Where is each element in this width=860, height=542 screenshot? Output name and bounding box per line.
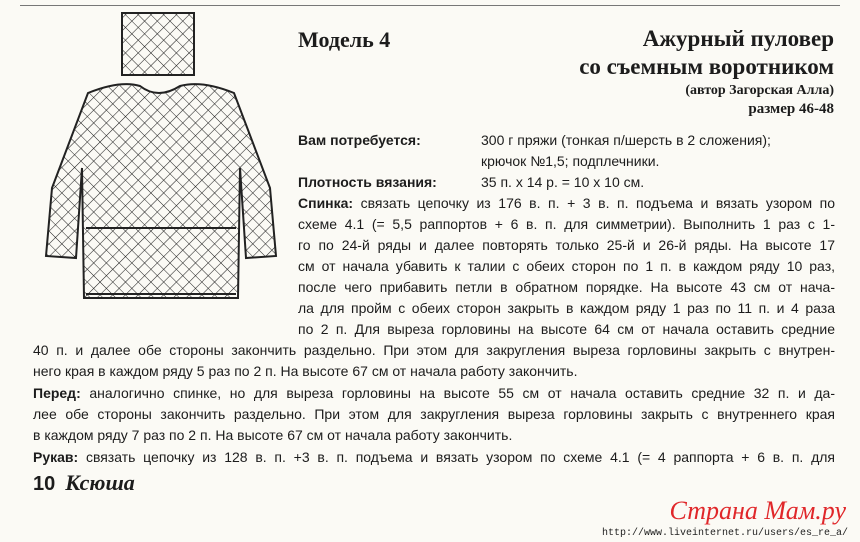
collar-drawing [122, 13, 194, 75]
top-rule [20, 5, 840, 6]
gauge-value: 35 п. х 14 р. = 10 х 10 см. [481, 174, 645, 190]
front-line: в каждом ряду 7 раз по 2 п. На высоте 67 см от начала работу закончить. [33, 427, 513, 443]
front-line: лее обе стороны закончить раздельно. При этом для закругления выреза горловины закрыть с внутреннего края [33, 406, 835, 422]
model-number: Модель 4 [298, 27, 391, 52]
back-text: связать цепочку из 176 в. п. + 3 в. п. подъема и вязать узором по [353, 195, 835, 211]
watermark-brand: Страна Мам.ру [669, 496, 846, 525]
back-line: схеме 4.1 (= 5,5 раппортов + 6 в. п. для симметрии). Выполнить 1 раз с 1- [298, 216, 835, 232]
size: размер 46-48 [748, 101, 834, 117]
back-label: Спинка: [298, 195, 354, 211]
pattern-subtitle: со съемным воротником [579, 54, 834, 79]
page-footer [33, 470, 135, 497]
front-label: Перед: [33, 385, 81, 401]
back-line: см от начала убавить к талии с обеих сторон по 1 п. в каждом ряду 10 раз, [298, 258, 835, 274]
author: (автор Загорская Алла) [685, 83, 834, 98]
pattern-title: Ажурный пуловер [642, 26, 834, 51]
back-line: 40 п. и далее обе стороны закончить раздельно. При этом для закругления выреза горловины закрыть с внутрен- [33, 342, 835, 358]
back-line [298, 194, 835, 212]
materials-line: 300 г пряжи (тонкая п/шерсть в 2 сложения); [481, 132, 771, 148]
page-number: 10 [33, 473, 56, 495]
sleeve-label: Рукав: [33, 449, 79, 465]
back-line: ла для пройм с обеих сторон закрыть в каждом ряду 1 раз по 11 п. и 4 раза [298, 300, 835, 316]
gauge-label: Плотность вязания: [298, 174, 437, 190]
sleeve-line [33, 448, 835, 466]
sweater-illustration [30, 8, 290, 303]
materials-label: Вам потребуется: [298, 132, 421, 148]
front-text: аналогично спинке, но для выреза горловины на высоте 55 см от начала оставить средние 32 п. и да- [80, 385, 835, 401]
back-line: него края в каждом ряду 5 раз по 2 п. На высоте 67 см от начала работу закончить. [33, 363, 578, 379]
back-line: после чего прибавить петли в обратном порядке. На высоте 43 см от нача- [298, 279, 835, 295]
back-line: го по 24-й ряды и далее повторять только 25-й и 26-й ряды. На высоте 17 [298, 237, 835, 253]
magazine-logo: Ксюша [65, 470, 135, 495]
front-line [33, 384, 835, 402]
sleeve-text: связать цепочку из 128 в. п. +3 в. п. подъема и вязать узором по схеме 4.1 (= 4 раппорта + 6 в. п. для [78, 449, 835, 465]
back-line: по 2 п. Для выреза горловины на высоте 64 см от начала оставить средние [298, 321, 835, 337]
watermark-url: http://www.liveinternet.ru/users/es_re_a/ [601, 528, 848, 539]
pullover-drawing [46, 84, 276, 298]
materials-line: крючок №1,5; подплечники. [481, 153, 660, 169]
